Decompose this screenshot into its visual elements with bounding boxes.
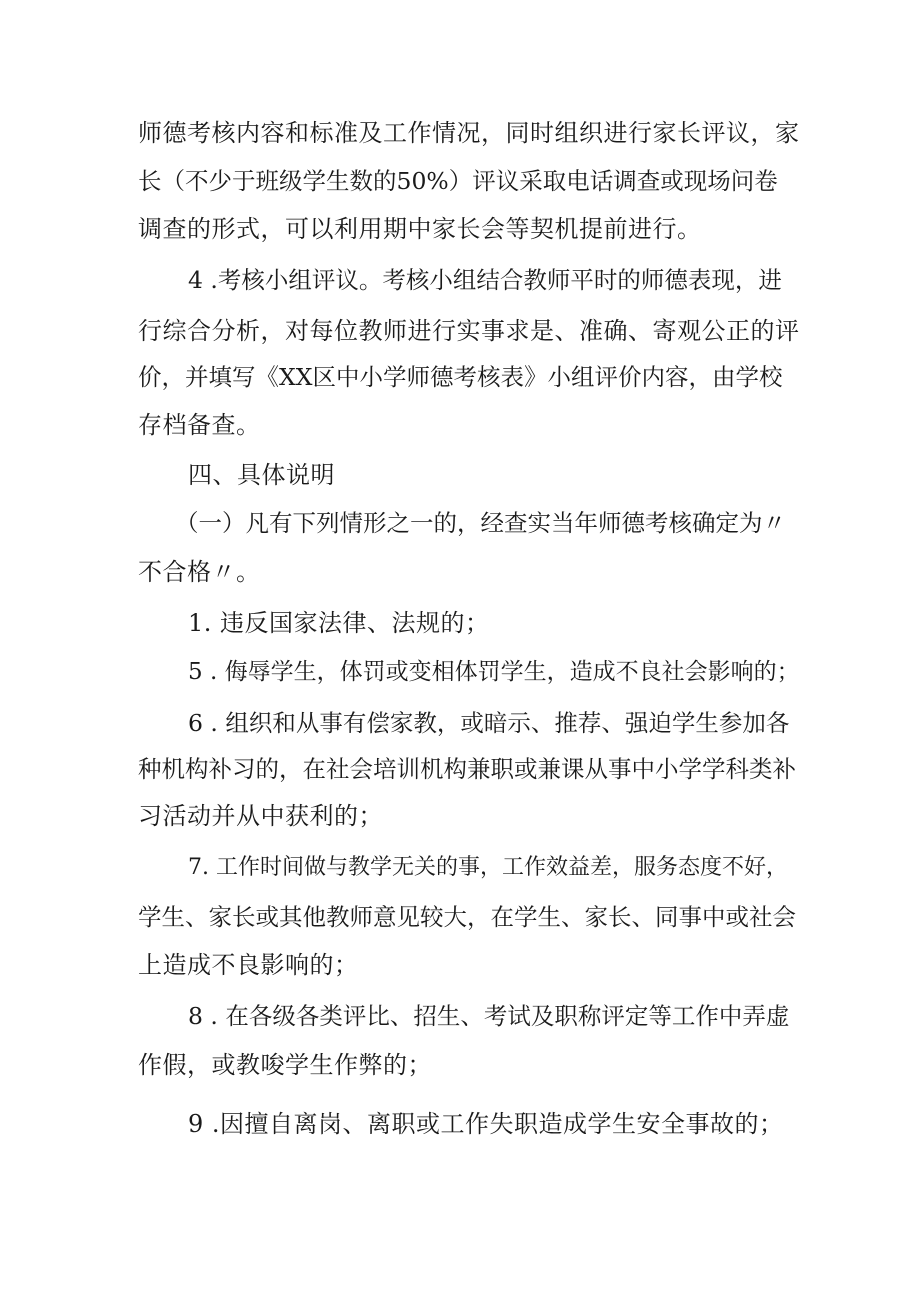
paragraph-line-6: 价，并填写《XX区中小学师德考核表》小组评价内容，由学校: [138, 363, 783, 391]
paragraph-line-1: 师德考核内容和标准及工作情况，同时组织进行家长评议，家: [138, 119, 800, 147]
list-item-8-line-2: 作假，或教唆学生作弊的；: [138, 1051, 432, 1079]
paragraph-line-4: 4 .考核小组评议。考核小组结合教师平时的师德表现，进: [188, 266, 782, 294]
list-item-6-line-1: 6 . 组织和从事有偿家教，或暗示、推荐、强迫学生参加各: [188, 709, 790, 737]
paragraph-line-5: 行综合分析，对每位教师进行实事求是、准确、寄观公正的评: [138, 317, 800, 345]
list-item-7-line-3: 上造成不良影响的；: [138, 951, 359, 979]
paragraph-line-3: 调查的形式，可以利用期中家长会等契机提前进行。: [138, 215, 702, 243]
list-item-5: 5 . 侮辱学生，体罚或变相体罚学生，造成不良社会影响的；: [188, 659, 800, 685]
list-item-6-line-2: 种机构补习的，在社会培训机构兼职或兼课从事中小学学科类补: [138, 755, 796, 783]
list-item-7-line-2: 学生、家长或其他教师意见较大，在学生、家长、同事中或社会: [138, 903, 796, 931]
paragraph-line-2: 长（不少于班级学生数的50%）评议采取电话调查或现场问卷: [138, 167, 778, 195]
paragraph-line-10: 不合格〃。: [138, 558, 261, 586]
list-item-7-line-1: 7. 工作时间做与教学无关的事，工作效益差，服务态度不好，: [188, 855, 788, 880]
list-item-1: 1. 违反国家法律、法规的；: [188, 609, 490, 637]
list-item-9: 9 .因擅自离岗、离职或工作失职造成学生安全事故的；: [188, 1110, 784, 1138]
list-item-8-line-1: 8 . 在各级各类评比、招生、考试及职称评定等工作中弄虚: [188, 1002, 790, 1030]
section-heading: 四、具体说明: [188, 461, 335, 489]
paragraph-line-7: 存档备查。: [138, 411, 261, 439]
list-item-6-line-3: 习活动并从中获利的；: [138, 802, 383, 830]
paragraph-line-9: （一）凡有下列情形之一的，经查实当年师德考核确定为〃: [175, 509, 786, 537]
